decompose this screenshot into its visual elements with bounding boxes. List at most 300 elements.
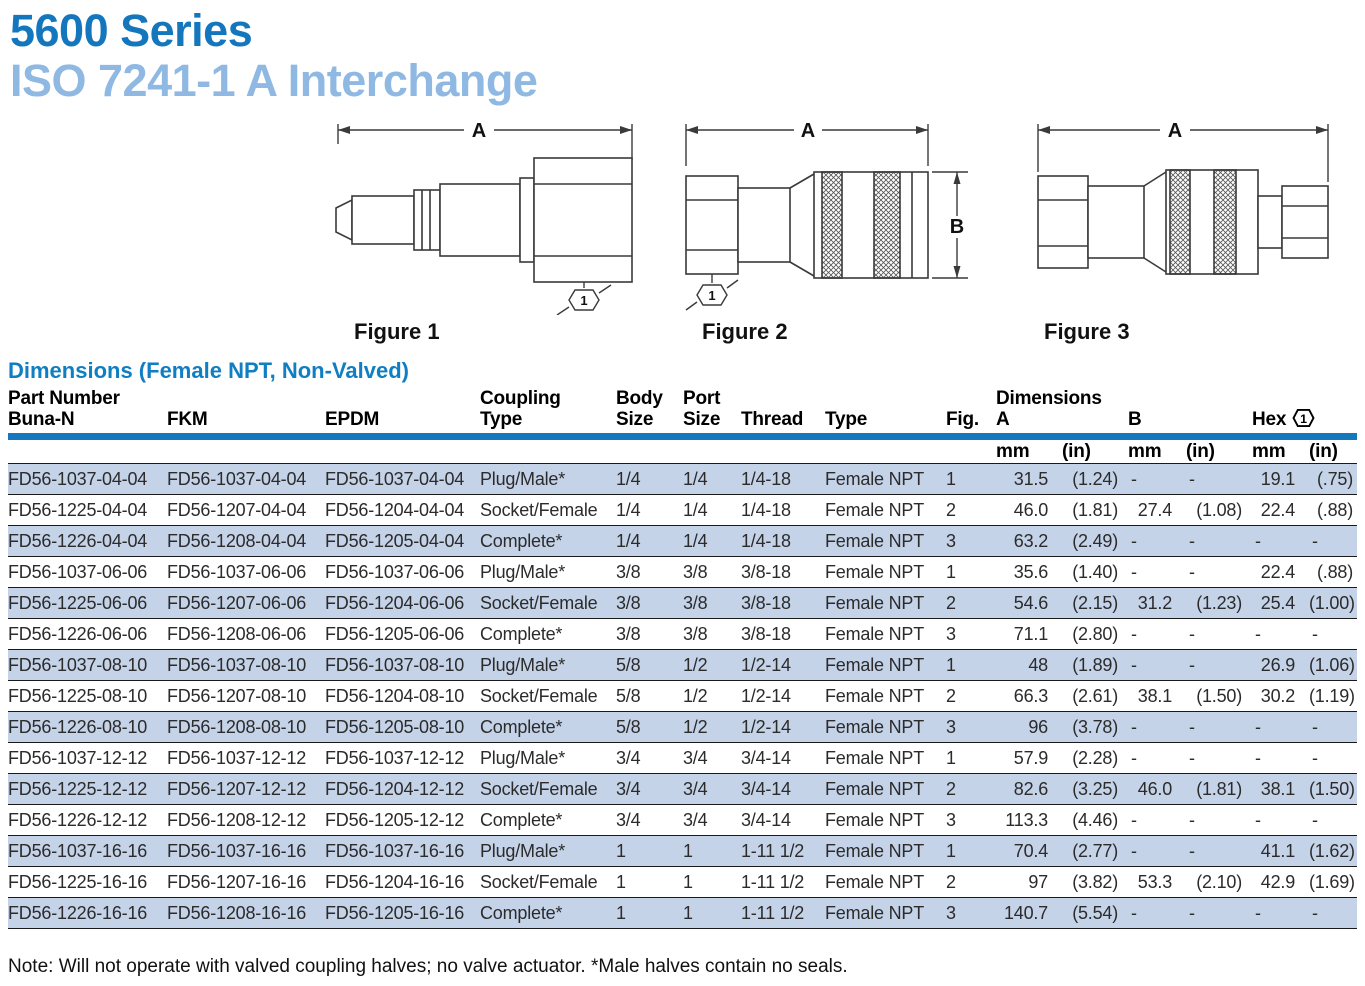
table-cell: - (1189, 902, 1195, 923)
table-cell: 3 (946, 623, 956, 644)
table-cell: 71.1 (1013, 623, 1048, 644)
figure-1-drawing (322, 120, 652, 315)
table-row (8, 588, 1357, 619)
taper-line (790, 174, 814, 188)
table-cell: 3/8 (616, 592, 641, 613)
table-cell: - (1131, 809, 1137, 830)
taper-line (1144, 258, 1166, 272)
table-cell: FD56-1037-16-16 (325, 840, 465, 861)
col-header-dim-b: B (1128, 388, 1252, 437)
table-cell: FD56-1205-08-10 (325, 716, 465, 737)
plug-hex-nut (1282, 186, 1328, 258)
table-cell: 1 (616, 902, 626, 923)
table-cell: 96 (1028, 716, 1048, 737)
table-cell: Female NPT (825, 592, 925, 613)
table-cell: FD56-1037-16-16 (8, 840, 148, 861)
table-cell: 1 (946, 840, 956, 861)
valve-body (352, 196, 414, 244)
table-cell: (1.62) (1309, 840, 1355, 861)
table-cell: Plug/Male* (480, 654, 566, 675)
table-cell: FD56-1037-06-06 (325, 561, 465, 582)
table-cell: 3/4 (616, 778, 641, 799)
body-label: Body (616, 388, 663, 409)
unit-b-mm: mm (1128, 437, 1186, 464)
col-header-coupling-type (480, 388, 616, 437)
table-cell: (1.24) (1072, 468, 1119, 489)
table-cell: FD56-1037-12-12 (325, 747, 465, 768)
table-cell: Socket/Female (480, 592, 598, 613)
table-cell: FD56-1207-16-16 (167, 871, 307, 892)
table-cell: - (1189, 747, 1195, 768)
units-row (8, 437, 1357, 464)
table-cell: - (1189, 840, 1195, 861)
table-cell: 140.7 (1003, 902, 1048, 923)
figure-1 (322, 120, 652, 345)
taper-line (1144, 172, 1166, 186)
dimension-a-label: A (1167, 120, 1183, 142)
arrowhead-down (954, 266, 961, 278)
table-cell: FD56-1226-12-12 (8, 809, 148, 830)
table-cell: 2 (946, 685, 956, 706)
table-cell: Complete* (480, 809, 563, 830)
table-cell: - (1131, 468, 1137, 489)
table-cell: - (1255, 530, 1261, 551)
table-cell: (2.28) (1072, 747, 1119, 768)
table-cell: 3/8 (616, 561, 641, 582)
port-label: Port (683, 388, 721, 409)
table-cell: 31.5 (1013, 468, 1048, 489)
table-cell: 1 (683, 840, 693, 861)
table-cell: Female NPT (825, 809, 925, 830)
table-body (8, 464, 1357, 929)
table-cell: 30.2 (1260, 685, 1296, 706)
table-cell: FD56-1208-16-16 (167, 902, 307, 923)
table-cell: - (1312, 623, 1318, 644)
table-cell: 1/4 (683, 499, 708, 520)
unit-hex-in: (in) (1309, 437, 1357, 464)
table-cell: Complete* (480, 716, 563, 737)
table-cell: 22.4 (1260, 561, 1296, 582)
table-cell: 5/8 (616, 685, 641, 706)
table-cell: - (1131, 747, 1137, 768)
table-cell: 1 (946, 468, 956, 489)
neck (1088, 186, 1144, 258)
table-cell: 42.9 (1260, 871, 1296, 892)
table-row (8, 650, 1357, 681)
table-cell: 1-11 1/2 (741, 840, 805, 861)
dimension-b-label: B (949, 216, 965, 238)
col-header-hex (1252, 388, 1357, 437)
table-cell: FD56-1037-04-04 (167, 468, 307, 489)
table-cell: 1/2 (683, 685, 708, 706)
table-cell: 113.3 (1005, 809, 1048, 830)
table-row (8, 743, 1357, 774)
table-cell: FD56-1037-08-10 (167, 654, 307, 675)
hex-nut (1038, 176, 1088, 268)
table-cell: 3/4 (683, 778, 708, 799)
table-row (8, 619, 1357, 650)
table-cell: 2 (946, 871, 956, 892)
table-cell: FD56-1204-04-04 (325, 499, 465, 520)
table-cell: 1/4-18 (741, 468, 791, 489)
table-cell: 1/4 (616, 530, 641, 551)
table-cell: Plug/Male* (480, 561, 566, 582)
table-cell: 3/8 (683, 623, 708, 644)
table-cell: 3/8 (616, 623, 641, 644)
table-cell: FD56-1205-12-12 (325, 809, 465, 830)
table-cell: Socket/Female (480, 778, 598, 799)
table-cell: 3/4-14 (741, 747, 791, 768)
table-cell: 1/2-14 (741, 716, 791, 737)
coupling-label: Coupling (480, 388, 561, 409)
table-cell: FD56-1225-08-10 (8, 685, 148, 706)
table-cell: - (1189, 468, 1195, 489)
mid-body (440, 184, 520, 256)
arrowhead-left (686, 126, 698, 134)
table-cell: 63.2 (1013, 530, 1048, 551)
table-cell: FD56-1207-04-04 (167, 499, 307, 520)
table-cell: 1/4 (616, 499, 641, 520)
table-cell: Socket/Female (480, 871, 598, 892)
table-row (8, 495, 1357, 526)
callout-tick (557, 307, 569, 315)
table-cell: - (1189, 561, 1195, 582)
table-cell: (1.40) (1072, 561, 1119, 582)
col-header-dim-a (996, 388, 1128, 437)
table-cell: 54.6 (1013, 592, 1048, 613)
table-cell: FD56-1205-16-16 (325, 902, 465, 923)
table-cell: - (1312, 809, 1318, 830)
table-cell: (.88) (1317, 561, 1354, 582)
table-cell: - (1131, 654, 1137, 675)
table-cell: Female NPT (825, 561, 925, 582)
table-cell: 3/4-14 (741, 809, 791, 830)
table-cell: FD56-1225-16-16 (8, 871, 148, 892)
col-header-type: Type (825, 388, 946, 437)
table-cell: (1.06) (1309, 654, 1355, 675)
knurl-band (1170, 170, 1190, 274)
table-cell: (4.46) (1072, 809, 1119, 830)
knurl-band (1214, 170, 1236, 274)
table-cell: Female NPT (825, 747, 925, 768)
table-cell: Plug/Male* (480, 840, 566, 861)
table-cell: 70.4 (1013, 840, 1048, 861)
table-cell: 3 (946, 902, 956, 923)
table-cell: 66.3 (1013, 685, 1048, 706)
table-cell: 38.1 (1260, 778, 1296, 799)
table-cell: 19.1 (1260, 468, 1296, 489)
hex-label: Hex (1252, 409, 1287, 430)
table-cell: Female NPT (825, 654, 925, 675)
table-cell: 2 (946, 499, 956, 520)
table-cell: FD56-1207-08-10 (167, 685, 307, 706)
table-cell: - (1312, 716, 1318, 737)
table-cell: 3/4 (683, 747, 708, 768)
table-cell: - (1189, 716, 1195, 737)
table-cell: - (1189, 809, 1195, 830)
table-cell: FD56-1226-06-06 (8, 623, 148, 644)
table-cell: FD56-1037-04-04 (325, 468, 465, 489)
table-cell: FD56-1037-08-10 (8, 654, 148, 675)
table-cell: - (1131, 623, 1137, 644)
table-cell: 1/4-18 (741, 499, 791, 520)
table-cell: 31.2 (1137, 592, 1173, 613)
table-cell: Female NPT (825, 530, 925, 551)
table-cell: Female NPT (825, 840, 925, 861)
units-spacer (8, 437, 996, 464)
body-size-label: Size (616, 409, 654, 430)
section-title: Dimensions (Female NPT, Non-Valved) (8, 358, 409, 383)
interchange-subtitle: ISO 7241-1 A Interchange (10, 54, 538, 106)
table-cell: FD56-1204-12-12 (325, 778, 465, 799)
figure-1-caption: Figure 1 (354, 319, 440, 344)
port-size-label: Size (683, 409, 721, 430)
table-cell: Female NPT (825, 716, 925, 737)
col-header-fkm: FKM (167, 388, 325, 437)
plug-step (1258, 196, 1282, 248)
table-cell: (1.08) (1196, 499, 1243, 520)
table-cell: 1/2 (683, 716, 708, 737)
table-cell: - (1255, 809, 1261, 830)
groove-collar (414, 190, 440, 250)
table-cell: 5/8 (616, 716, 641, 737)
table-cell: (2.77) (1072, 840, 1119, 861)
table-cell: Socket/Female (480, 499, 598, 520)
table-cell: (1.81) (1072, 499, 1119, 520)
table-cell: - (1312, 747, 1318, 768)
table-cell: 1 (946, 561, 956, 582)
col-header-epdm: EPDM (325, 388, 480, 437)
table-cell: 3/4 (683, 809, 708, 830)
table-cell: 1 (683, 902, 693, 923)
table-cell: Plug/Male* (480, 468, 566, 489)
table-cell: 1/2-14 (741, 685, 791, 706)
table-cell: (1.23) (1196, 592, 1243, 613)
table-row (8, 774, 1357, 805)
table-cell: 3/4 (616, 747, 641, 768)
coupling-type-label: Type (480, 409, 523, 430)
table-cell: FD56-1205-06-06 (325, 623, 465, 644)
table-cell: FD56-1204-16-16 (325, 871, 465, 892)
table-cell: 82.6 (1013, 778, 1048, 799)
table-cell: 3/8-18 (741, 623, 791, 644)
table-cell: 1/4-18 (741, 530, 791, 551)
table-cell: FD56-1204-06-06 (325, 592, 465, 613)
table-cell: 27.4 (1137, 499, 1173, 520)
table-cell: 1-11 1/2 (741, 902, 805, 923)
table-cell: 1-11 1/2 (741, 871, 805, 892)
figure-3-caption: Figure 3 (1044, 319, 1130, 344)
table-row (8, 712, 1357, 743)
table-cell: - (1131, 716, 1137, 737)
hex-nut (534, 158, 632, 282)
table-cell: Socket/Female (480, 685, 598, 706)
table-cell: Female NPT (825, 468, 925, 489)
table-cell: FD56-1037-06-06 (8, 561, 148, 582)
table-cell: Complete* (480, 902, 563, 923)
table-cell: 1 (946, 654, 956, 675)
table-row (8, 681, 1357, 712)
table-cell: - (1189, 654, 1195, 675)
table-cell: 3/8-18 (741, 561, 791, 582)
table-cell: Complete* (480, 623, 563, 644)
dimension-a-label: A (471, 120, 487, 142)
col-header-body-size (616, 388, 683, 437)
buna-label: Buna-N (8, 409, 75, 430)
table-cell: (5.54) (1072, 902, 1119, 923)
col-header-port-size (683, 388, 741, 437)
neck (738, 188, 790, 262)
knurl-band (822, 172, 842, 278)
table-cell: 3/8-18 (741, 592, 791, 613)
callout-tick (686, 302, 697, 310)
table-cell: FD56-1205-04-04 (325, 530, 465, 551)
table-cell: (1.00) (1309, 592, 1355, 613)
arrowhead-left (1038, 126, 1050, 134)
table-cell: (1.81) (1196, 778, 1243, 799)
col-header-buna (8, 388, 167, 437)
table-cell: 35.6 (1013, 561, 1048, 582)
table-cell: Female NPT (825, 778, 925, 799)
table-row (8, 836, 1357, 867)
table-cell: (3.25) (1072, 778, 1119, 799)
table-row (8, 526, 1357, 557)
table-cell: FD56-1208-08-10 (167, 716, 307, 737)
table-cell: (2.15) (1072, 592, 1119, 613)
table-cell: 3/8 (683, 561, 708, 582)
table-cell: 38.1 (1137, 685, 1173, 706)
table-cell: FD56-1208-12-12 (167, 809, 307, 830)
table-cell: 46.0 (1013, 499, 1048, 520)
table-cell: 41.1 (1260, 840, 1296, 861)
part-number-label: Part Number (8, 388, 120, 409)
table-cell: 3 (946, 716, 956, 737)
table-cell: - (1131, 561, 1137, 582)
series-title: 5600 Series (10, 5, 253, 56)
table-cell: FD56-1037-16-16 (167, 840, 307, 861)
table-cell: 2 (946, 778, 956, 799)
figure-2-drawing (676, 120, 976, 315)
table-cell: - (1255, 716, 1261, 737)
arrowhead-right (916, 126, 928, 134)
table-cell: 1/2 (683, 654, 708, 675)
table-cell: 3/8 (683, 592, 708, 613)
table-cell: 3 (946, 809, 956, 830)
knurl-band (874, 172, 900, 278)
table-cell: - (1131, 902, 1137, 923)
header-row (8, 388, 1357, 437)
hex-callout-icon (1292, 408, 1315, 428)
table-cell: (2.80) (1072, 623, 1119, 644)
table-cell: 1/4 (683, 530, 708, 551)
figure-2-caption: Figure 2 (702, 319, 788, 344)
table-cell: FD56-1208-06-06 (167, 623, 307, 644)
table-cell: 46.0 (1137, 778, 1173, 799)
table-cell: 48 (1028, 654, 1048, 675)
unit-a-mm: mm (996, 437, 1062, 464)
table-cell: - (1312, 530, 1318, 551)
dimension-a-label: A (800, 120, 816, 142)
table-row (8, 805, 1357, 836)
unit-hex-mm: mm (1252, 437, 1309, 464)
page-title (10, 6, 537, 105)
table-cell: 53.3 (1137, 871, 1173, 892)
table-cell: 1 (946, 747, 956, 768)
table-cell: - (1131, 530, 1137, 551)
table-cell: (1.69) (1309, 871, 1355, 892)
callout-tick (599, 285, 611, 293)
table-cell: - (1312, 902, 1318, 923)
figure-3-drawing (1028, 120, 1338, 315)
table-cell: 1 (616, 871, 626, 892)
table-cell: (1.50) (1196, 685, 1243, 706)
taper-line (790, 262, 814, 276)
table-cell: 1 (616, 840, 626, 861)
plug-tip (336, 200, 352, 240)
table-cell: 3 (946, 530, 956, 551)
table-cell: FD56-1225-06-06 (8, 592, 148, 613)
table-cell: Female NPT (825, 499, 925, 520)
table-cell: (.75) (1317, 468, 1354, 489)
table-cell: 57.9 (1013, 747, 1048, 768)
footnote: Note: Will not operate with valved coupling halves; no valve actuator. *Male halves contain no seals. (8, 956, 848, 977)
table-cell: 1/4 (683, 468, 708, 489)
table-cell: (3.82) (1072, 871, 1119, 892)
table-cell: FD56-1225-04-04 (8, 499, 148, 520)
table-cell: 3/4-14 (741, 778, 791, 799)
table-cell: 2 (946, 592, 956, 613)
table-cell: Female NPT (825, 623, 925, 644)
table-cell: (1.19) (1309, 685, 1355, 706)
table-cell: FD56-1037-08-10 (325, 654, 465, 675)
table-cell: 1/2-14 (741, 654, 791, 675)
table-cell: FD56-1226-08-10 (8, 716, 148, 737)
figure-2 (676, 120, 976, 345)
table-cell: FD56-1037-12-12 (8, 747, 148, 768)
table-cell: Female NPT (825, 871, 925, 892)
table-cell: (2.49) (1072, 530, 1119, 551)
table-cell: FD56-1207-12-12 (167, 778, 307, 799)
table-cell: 22.4 (1260, 499, 1296, 520)
table-cell: 26.9 (1260, 654, 1296, 675)
table-cell: (3.78) (1072, 716, 1119, 737)
table-cell: (1.50) (1309, 778, 1355, 799)
table-cell: FD56-1207-06-06 (167, 592, 307, 613)
hex-callout-number: 1 (1300, 411, 1308, 426)
arrowhead-up (954, 172, 961, 184)
col-header-fig: Fig. (946, 388, 996, 437)
figure-3 (1028, 120, 1338, 345)
table-row (8, 867, 1357, 898)
table-cell: 25.4 (1260, 592, 1296, 613)
arrowhead-right (620, 126, 632, 134)
table-cell: - (1255, 623, 1261, 644)
table-cell: Female NPT (825, 902, 925, 923)
callout-tick (727, 280, 738, 288)
table-cell: FD56-1226-16-16 (8, 902, 148, 923)
dim-a-label: A (996, 409, 1010, 430)
unit-b-in: (in) (1186, 437, 1252, 464)
table-cell: FD56-1204-08-10 (325, 685, 465, 706)
table-cell: FD56-1037-04-04 (8, 468, 148, 489)
callout-number: 1 (580, 293, 588, 308)
table-cell: (2.10) (1196, 871, 1243, 892)
arrowhead-right (1316, 126, 1328, 134)
table-cell: - (1131, 840, 1137, 861)
dimensions-label: Dimensions (996, 388, 1102, 409)
table-cell: (.88) (1317, 499, 1354, 520)
dimensions-table (8, 388, 1357, 929)
